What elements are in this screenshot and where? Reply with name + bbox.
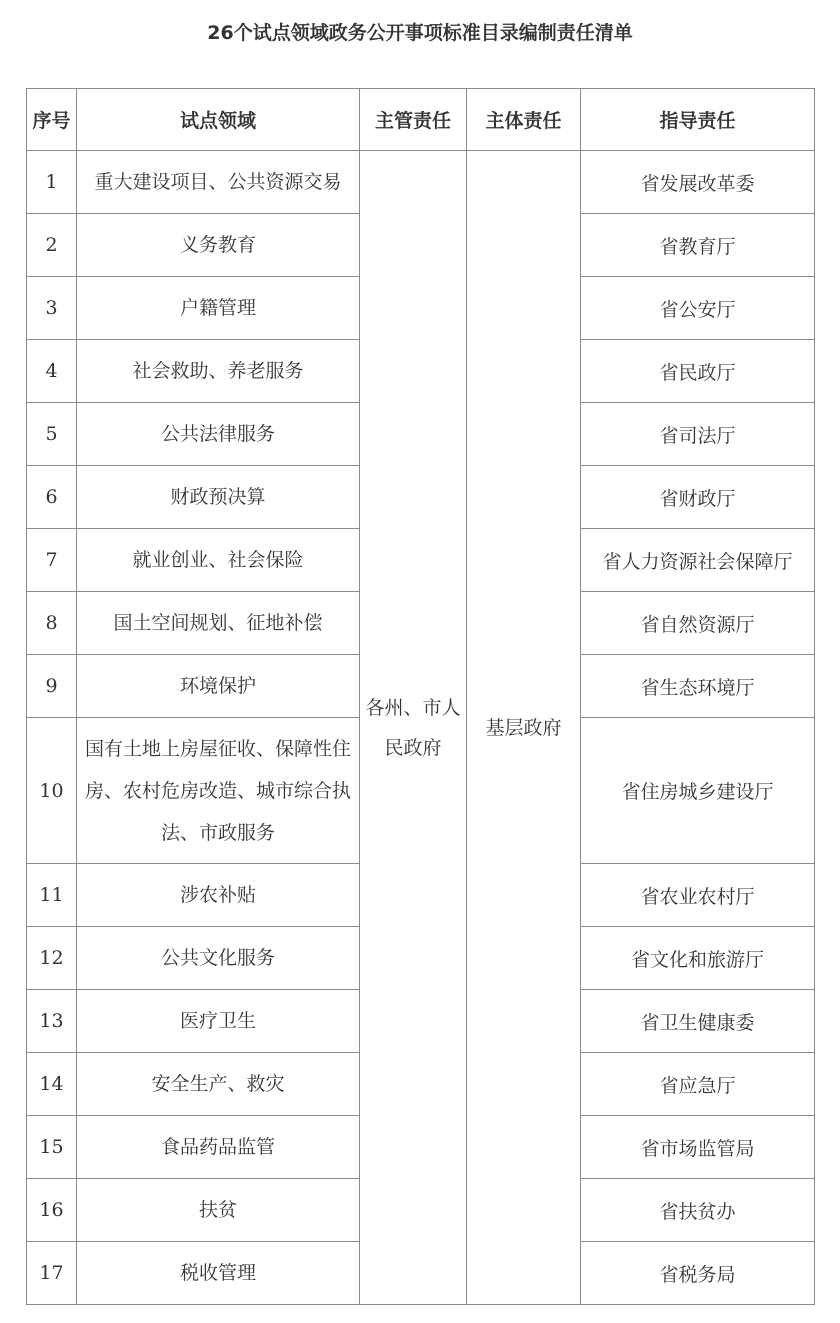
row-field: 扶贫	[77, 1179, 360, 1242]
main-responsibility-cell: 基层政府	[467, 151, 581, 1305]
row-seq: 16	[27, 1179, 77, 1242]
header-main: 主体责任	[467, 89, 581, 151]
row-guide: 省生态环境厅	[581, 655, 815, 718]
row-field: 国土空间规划、征地补偿	[77, 592, 360, 655]
row-field: 公共法律服务	[77, 403, 360, 466]
row-guide: 省税务局	[581, 1242, 815, 1305]
row-guide: 省自然资源厅	[581, 592, 815, 655]
row-guide: 省卫生健康委	[581, 990, 815, 1053]
row-field: 重大建设项目、公共资源交易	[77, 151, 360, 214]
row-guide: 省住房城乡建设厅	[581, 718, 815, 864]
row-field: 就业创业、社会保险	[77, 529, 360, 592]
row-guide: 省公安厅	[581, 277, 815, 340]
row-field: 安全生产、救灾	[77, 1053, 360, 1116]
row-seq: 1	[27, 151, 77, 214]
table-header-row	[27, 89, 815, 151]
row-field: 公共文化服务	[77, 927, 360, 990]
row-field: 涉农补贴	[77, 864, 360, 927]
row-seq: 14	[27, 1053, 77, 1116]
row-seq: 9	[27, 655, 77, 718]
row-guide: 省司法厅	[581, 403, 815, 466]
row-guide: 省应急厅	[581, 1053, 815, 1116]
row-field: 税收管理	[77, 1242, 360, 1305]
row-field: 医疗卫生	[77, 990, 360, 1053]
row-seq: 3	[27, 277, 77, 340]
header-seq: 序号	[27, 89, 77, 151]
row-field: 义务教育	[77, 214, 360, 277]
row-field: 食品药品监管	[77, 1116, 360, 1179]
row-seq: 5	[27, 403, 77, 466]
row-field: 社会救助、养老服务	[77, 340, 360, 403]
supervising-responsibility-cell: 各州、市人民政府	[360, 151, 467, 1305]
header-guiding: 指导责任	[581, 89, 815, 151]
row-field: 国有土地上房屋征收、保障性住房、农村危房改造、城市综合执法、市政服务	[77, 718, 360, 864]
row-field: 户籍管理	[77, 277, 360, 340]
row-seq: 12	[27, 927, 77, 990]
row-seq: 7	[27, 529, 77, 592]
row-guide: 省财政厅	[581, 466, 815, 529]
row-seq: 17	[27, 1242, 77, 1305]
header-supervising: 主管责任	[360, 89, 467, 151]
row-guide: 省市场监管局	[581, 1116, 815, 1179]
row-seq: 15	[27, 1116, 77, 1179]
row-guide: 省人力资源社会保障厅	[581, 529, 815, 592]
row-field: 环境保护	[77, 655, 360, 718]
row-guide: 省民政厅	[581, 340, 815, 403]
row-seq: 8	[27, 592, 77, 655]
row-guide: 省发展改革委	[581, 151, 815, 214]
row-seq: 13	[27, 990, 77, 1053]
row-seq: 11	[27, 864, 77, 927]
row-field: 财政预决算	[77, 466, 360, 529]
row-seq: 2	[27, 214, 77, 277]
table-row	[27, 151, 815, 214]
row-guide: 省文化和旅游厅	[581, 927, 815, 990]
row-seq: 6	[27, 466, 77, 529]
row-guide: 省扶贫办	[581, 1179, 815, 1242]
responsibility-table	[26, 88, 815, 1305]
row-seq: 4	[27, 340, 77, 403]
row-guide: 省教育厅	[581, 214, 815, 277]
row-guide: 省农业农村厅	[581, 864, 815, 927]
row-seq: 10	[27, 718, 77, 864]
header-field: 试点领域	[77, 89, 360, 151]
document-title: 26个试点领域政务公开事项标准目录编制责任清单	[207, 22, 633, 44]
